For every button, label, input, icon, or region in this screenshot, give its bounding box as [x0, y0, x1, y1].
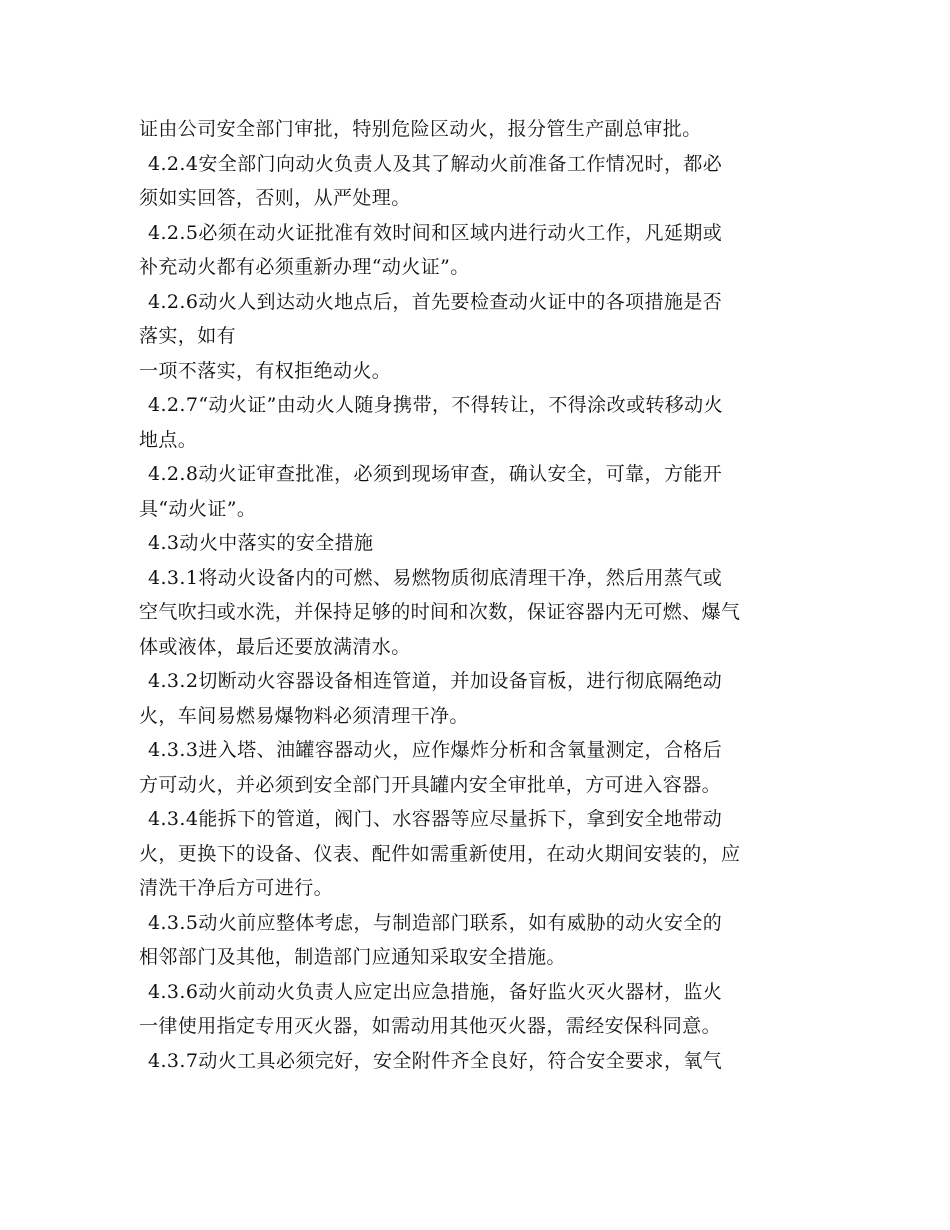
section-heading: 4.3动火中落实的安全措施: [148, 532, 374, 554]
text-line: 须如实回答，否则，从严处理。: [139, 187, 411, 209]
text-line: 空气吹扫或水洗，并保持足够的时间和次数，保证容器内无可燃、爆气: [139, 601, 741, 623]
text-line: 4.3.6动火前动火负责人应定出应急措施，备好监火灭火器材，监火: [148, 980, 723, 1003]
text-line: 4.2.7“动火证”由动火人随身携带，不得转让，不得涂改或转移动火: [148, 394, 723, 416]
text-line: 具“动火证”。: [139, 497, 257, 520]
text-line: 4.3.2切断动火容器设备相连管道，并加设备盲板，进行彻底隔绝动: [148, 670, 723, 692]
text-line: 4.2.4安全部门向动火负责人及其了解动火前准备工作情况时，都必: [148, 152, 723, 175]
text-line: 4.2.8动火证审查批准，必须到现场审查，确认安全，可靠，方能开: [148, 463, 723, 485]
text-line: 一律使用指定专用灭火器，如需动用其他灭火器，需经安保科同意。: [139, 1015, 722, 1037]
text-line: 4.3.7动火工具必须完好，安全附件齐全良好，符合安全要求，氧气: [148, 1049, 723, 1072]
text-line: 4.2.5必须在动火证批准有效时间和区域内进行动火工作，凡延期或: [148, 221, 723, 244]
document-body: [139, 112, 815, 1078]
text-line: 体或液体，最后还要放满清水。: [139, 635, 411, 658]
text-line: 落实，如有: [139, 325, 237, 347]
text-line: 4.3.5动火前应整体考虑，与制造部门联系，如有威胁的动火安全的: [148, 911, 723, 934]
text-line: 4.3.3进入塔、油罐容器动火，应作爆炸分析和含氧量测定，合格后: [148, 739, 723, 761]
text-line: 4.3.1将动火设备内的可燃、易燃物质彻底清理干净，然后用蒸气或: [148, 566, 723, 589]
text-line: 证由公司安全部门审批，特别危险区动火，报分管生产副总审批。: [139, 118, 702, 140]
text-line: 火，更换下的设备、仪表、配件如需重新使用，在动火期间安装的，应: [139, 842, 741, 865]
text-line: 地点。: [139, 428, 198, 451]
text-line: 清洗干净后方可进行。: [139, 877, 334, 899]
text-line: 相邻部门及其他，制造部门应通知采取安全措施。: [139, 946, 566, 968]
text-line: 4.2.6动火人到达动火地点后，首先要检查动火证中的各项措施是否: [148, 290, 723, 313]
text-line: 火，车间易燃易爆物料必须清理干净。: [139, 704, 469, 727]
text-line: 方可动火，并必须到安全部门开具罐内安全审批单，方可进入容器。: [139, 773, 722, 796]
text-line: 4.3.4能拆下的管道，阀门、水容器等应尽量拆下，拿到安全地带动: [148, 808, 723, 830]
text-line: 一项不落实，有权拒绝动火。: [139, 359, 392, 382]
text-line: 补充动火都有必须重新办理“动火证”。: [139, 256, 470, 278]
